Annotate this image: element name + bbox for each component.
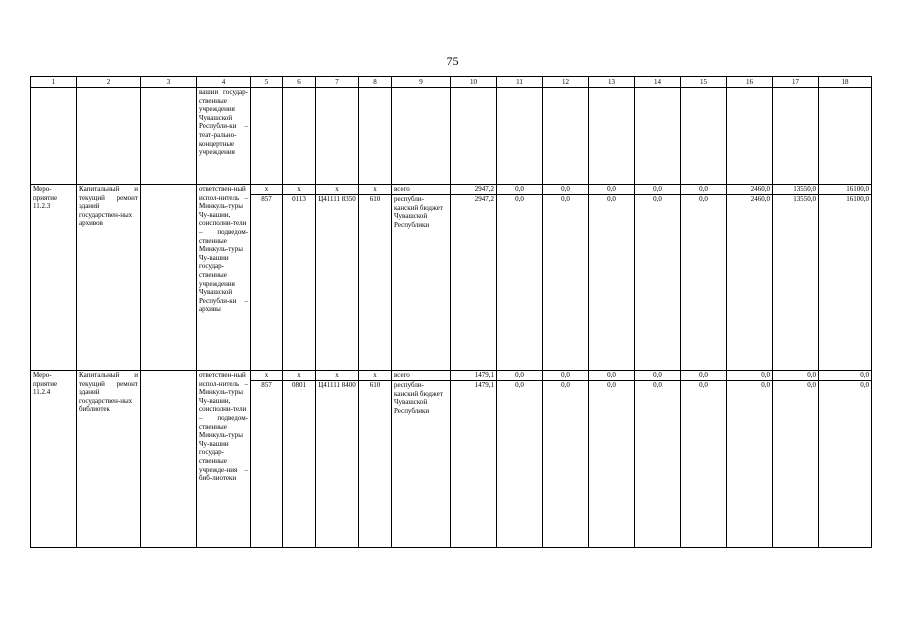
event-total-row [31,185,872,195]
cell-c14: 0,0 [635,381,681,548]
funding-source: республи-канский бюджет Чувашской Республики [392,381,451,548]
event-executor: ответствен-ный испол-нитель – Минкуль-туры Чу-вашии, соисполни-тели – подведом-ственные Минкуль-туры Чу-вашии государ-ственные учрежде-ния – биб-лиотеки [197,371,251,548]
cell-c12: 0,0 [543,371,589,381]
cell-c18: 16100,0 [819,185,872,195]
header-cell: 7 [316,77,359,88]
cell-c18: 0,0 [819,381,872,548]
header-cell: 5 [251,77,283,88]
cell-c10: 2947,2 [451,195,497,371]
header-cell: 1 [31,77,77,88]
event-name: Капитальный и текущий ремонт зданий государствен-ных библиотек [77,371,141,548]
cell-c14: 0,0 [635,185,681,195]
header-cell: 3 [141,77,197,88]
header-cell: 6 [283,77,316,88]
cell-c8: x [359,371,392,381]
cell-c11: 0,0 [497,371,543,381]
cell-c13: 0,0 [589,371,635,381]
event-id: Меро-приятие 11.2.3 [31,185,77,371]
cell-c17: 0,0 [773,381,819,548]
event-col3 [141,371,197,548]
cell-c13: 0,0 [589,195,635,371]
continuation-executor: вашии государ-ственные учреждения Чувашской Республи-ки – теат-рально-концертные учреждения [197,88,251,185]
event-id: Меро-приятие 11.2.4 [31,371,77,548]
cell-c10: 2947,2 [451,185,497,195]
header-row [31,77,872,88]
cell-c13: 0,0 [589,185,635,195]
cell-c5: 857 [251,381,283,548]
cell-c8: 610 [359,381,392,548]
cell-c5: 857 [251,195,283,371]
cell-c12: 0,0 [543,195,589,371]
cell-c15: 0,0 [681,185,727,195]
header-cell: 17 [773,77,819,88]
continuation-row [31,88,872,185]
header-cell: 12 [543,77,589,88]
header-cell: 15 [681,77,727,88]
cell-c14: 0,0 [635,371,681,381]
cell-c17: 13550,0 [773,185,819,195]
cell-c12: 0,0 [543,185,589,195]
cell-c13: 0,0 [589,381,635,548]
cell-c6: 0801 [283,381,316,548]
header-cell: 13 [589,77,635,88]
cell-c15: 0,0 [681,195,727,371]
header-cell: 11 [497,77,543,88]
cell-c7: x [316,371,359,381]
cell-c12: 0,0 [543,381,589,548]
cell-c5: x [251,185,283,195]
cell-c6: x [283,185,316,195]
cell-c11: 0,0 [497,185,543,195]
cell-c16: 2460,0 [727,195,773,371]
program-table [30,76,872,548]
cell-c6: 0113 [283,195,316,371]
cell-c8: 610 [359,195,392,371]
event-name: Капитальный и текущий ремонт зданий государствен-ных архивов [77,185,141,371]
header-cell: 18 [819,77,872,88]
page-number: 75 [446,54,459,68]
cell-c17: 0,0 [773,371,819,381]
cell-c16: 0,0 [727,381,773,548]
cell-c15: 0,0 [681,371,727,381]
header-cell: 4 [197,77,251,88]
funding-source: республи-канский бюджет Чувашской Республики [392,195,451,371]
cell-c10: 1479,1 [451,381,497,548]
cell-c10: 1479,1 [451,371,497,381]
cell-c18: 16100,0 [819,195,872,371]
cell-c11: 0,0 [497,195,543,371]
header-cell: 8 [359,77,392,88]
header-cell: 2 [77,77,141,88]
event-total-row [31,371,872,381]
header-cell: 16 [727,77,773,88]
cell-c8: x [359,185,392,195]
cell-c11: 0,0 [497,381,543,548]
cell-c17: 13550,0 [773,195,819,371]
cell-c18: 0,0 [819,371,872,381]
cell-c7: Ц41111 8350 [316,195,359,371]
cell-c6: x [283,371,316,381]
cell-c16: 0,0 [727,371,773,381]
header-cell: 14 [635,77,681,88]
event-col3 [141,185,197,371]
cell-c15: 0,0 [681,381,727,548]
cell-c14: 0,0 [635,195,681,371]
cell-c7: Ц41111 8400 [316,381,359,548]
cell-c5: x [251,371,283,381]
funding-source: всего [392,371,451,381]
header-cell: 9 [392,77,451,88]
funding-source: всего [392,185,451,195]
cell-c16: 2460,0 [727,185,773,195]
header-cell: 10 [451,77,497,88]
event-executor: ответствен-ный испол-нитель – Минкуль-туры Чу-вашии, соисполни-тели – подведом-ственные Минкуль-туры Чу-вашии государ-ственные учреждения Чувашской Республи-ки – архивы [197,185,251,371]
cell-c7: x [316,185,359,195]
